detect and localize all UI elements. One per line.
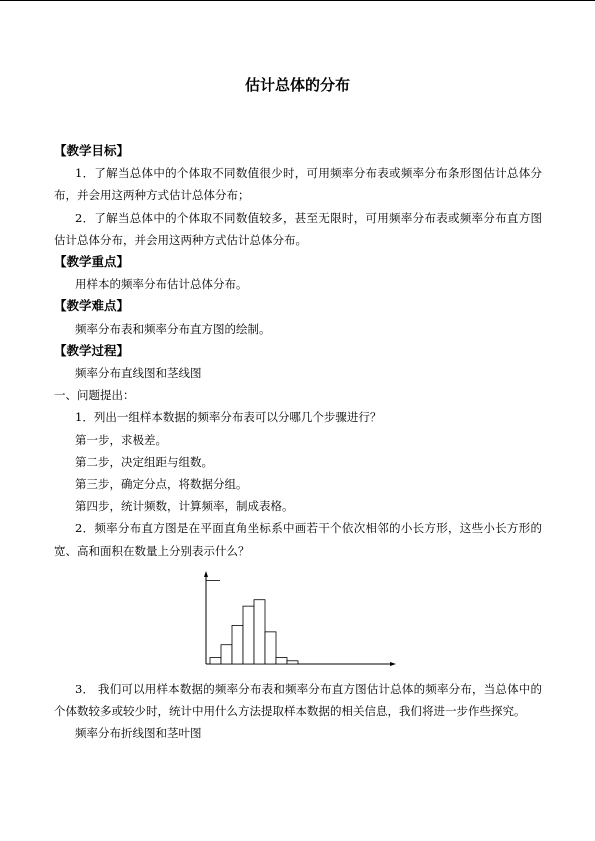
top-rule xyxy=(0,0,595,1)
histogram-bar-5 xyxy=(254,600,265,664)
questions-label: 一、问题提出： xyxy=(54,388,135,403)
y-axis-arrow xyxy=(204,571,208,577)
objective-1: 1．了解当总体中的个体取不同数值很少时，可用频率分布表或频率分布条形图估计总体分布，并会用这两种方式估计总体分布； xyxy=(54,166,542,203)
histogram-bar-7 xyxy=(276,657,287,663)
x-axis-arrow xyxy=(390,662,396,666)
histogram-figure xyxy=(54,568,542,668)
histogram-chart xyxy=(200,568,400,668)
step-2: 第二步，决定组距与组数。 xyxy=(75,454,213,469)
step-4: 第四步，统计频数，计算频率，制成表格。 xyxy=(75,499,294,514)
objective-2: 2．了解当总体中的个体取不同数值较多，甚至无限时，可用频率分布表或频率分布直方图估计总体分布，并会用这两种方式估计总体分布。 xyxy=(54,210,542,247)
process-intro: 频率分布直线图和茎线图 xyxy=(75,366,202,381)
histogram-bar-1 xyxy=(210,657,221,663)
document-body xyxy=(54,140,542,744)
histogram-bar-3 xyxy=(232,625,243,664)
objectives-heading: 【教学目标】 xyxy=(54,143,130,158)
process-heading: 【教学过程】 xyxy=(54,342,130,358)
page-title: 估计总体的分布 xyxy=(244,76,350,94)
difficulty-text: 频率分布表和频率分布直方图的绘制。 xyxy=(75,321,271,336)
key-text: 用样本的频率分布估计总体分布。 xyxy=(75,277,248,292)
key-heading: 【教学重点】 xyxy=(54,254,130,270)
histogram-bar-2 xyxy=(221,645,232,664)
histogram-bar-8 xyxy=(287,661,298,664)
question-1: 1．列出一组样本数据的频率分布表可以分哪几个步骤进行？ xyxy=(75,410,382,425)
closing-text: 频率分布折线图和茎叶图 xyxy=(75,726,202,741)
difficulty-heading: 【教学难点】 xyxy=(54,298,130,314)
question-3: 3． 我们可以用样本数据的频率分布表和频率分布直方图估计总体的频率分布，当总体中的个体数较多或较少时，统计中用什么方法提取样本数据的相关信息，我们将进一步作些探究。 xyxy=(54,681,542,719)
histogram-bar-4 xyxy=(243,606,254,664)
histogram-bar-6 xyxy=(265,632,276,664)
step-1: 第一步，求极差。 xyxy=(75,432,167,447)
step-3: 第三步，确定分点，将数据分组。 xyxy=(75,477,248,492)
question-2: 2．频率分布直方图是在平面直角坐标系中画若干个依次相邻的小长方形，这些小长方形的宽、高和面积在数量上分别表示什么？ xyxy=(54,521,542,558)
